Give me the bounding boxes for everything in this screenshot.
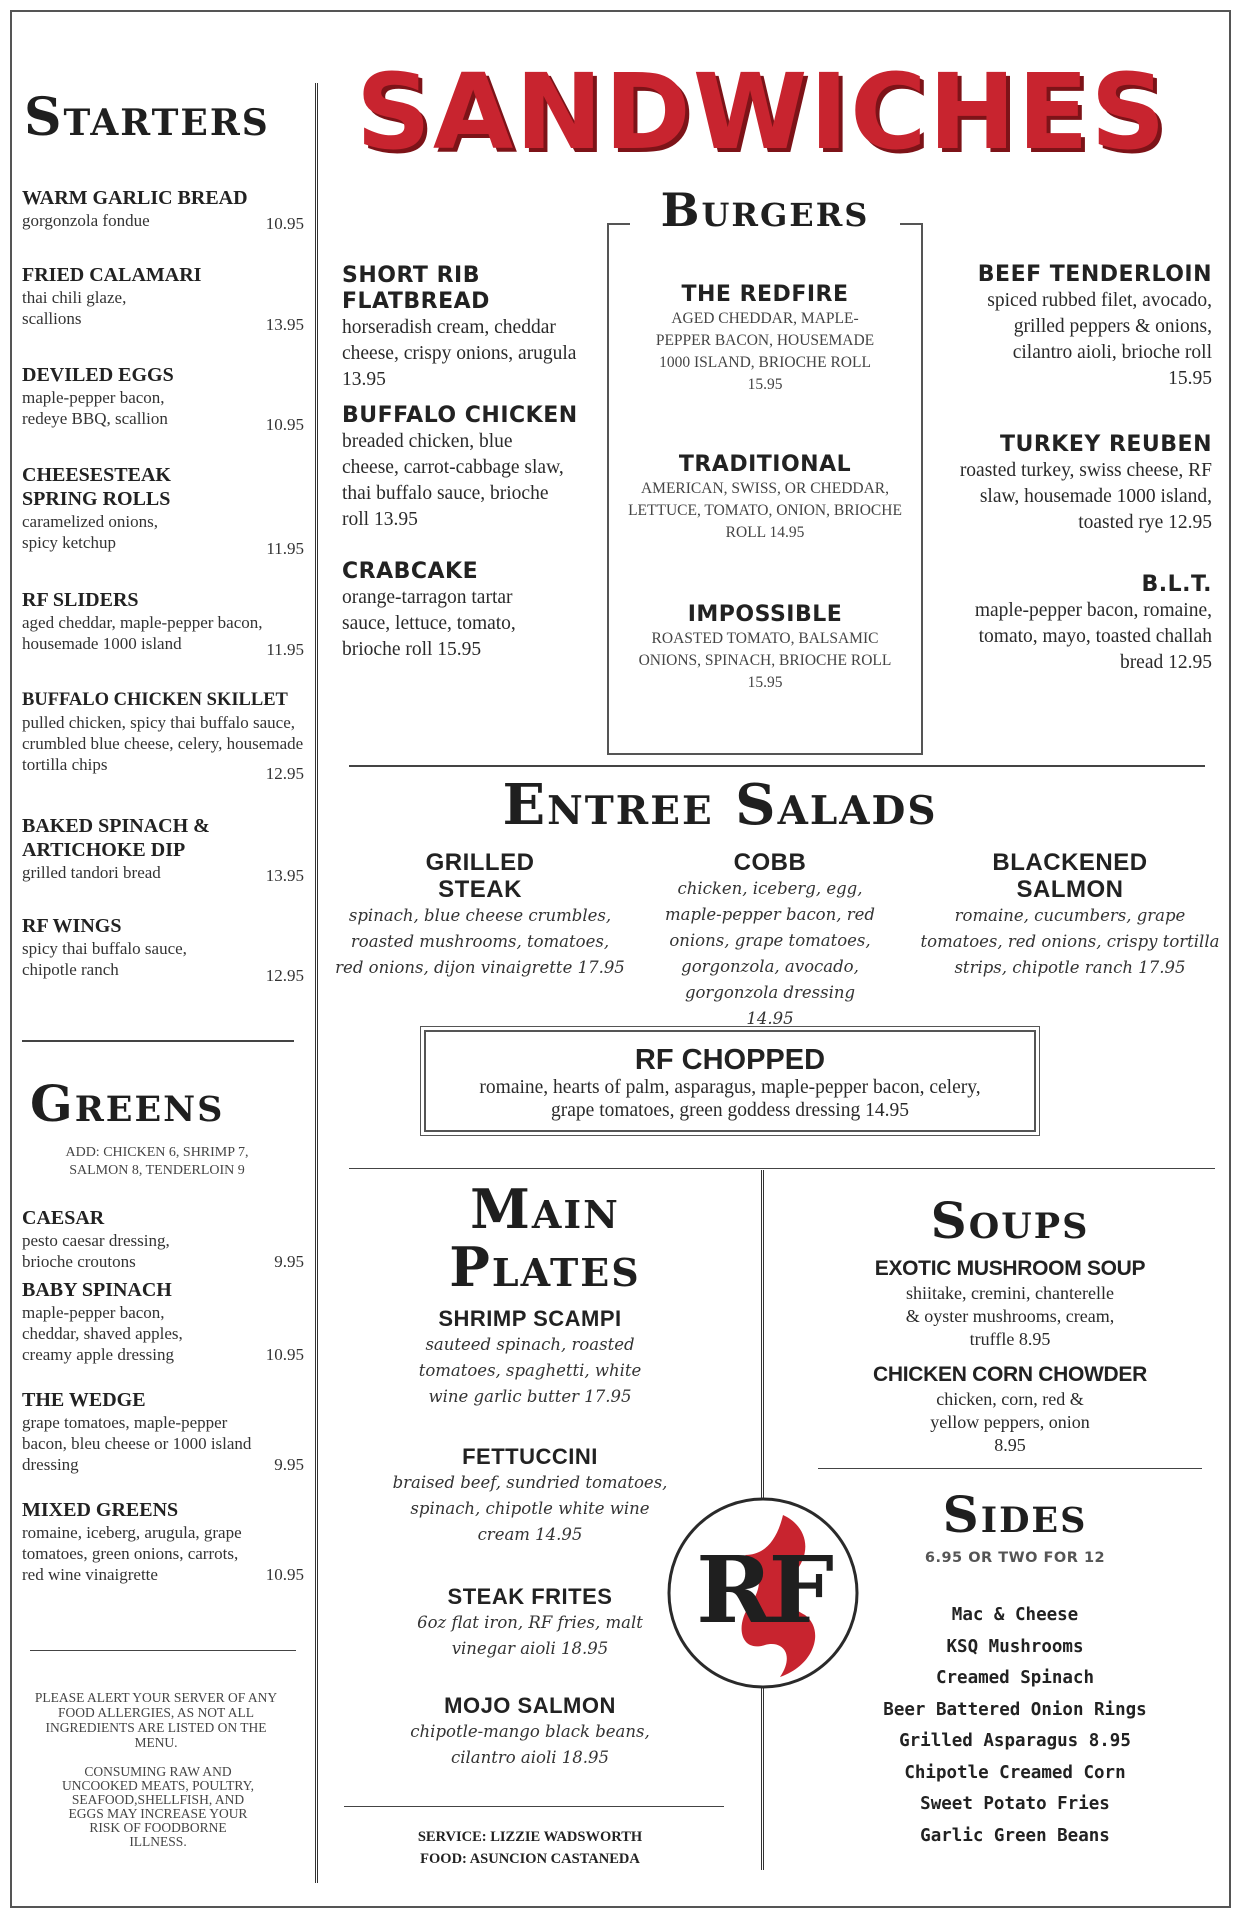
sandwich-item bbox=[940, 262, 1212, 432]
main-plate-item bbox=[385, 1306, 675, 1444]
item-desc: chipotle-mango black beans, cilantro aioli 18.95 bbox=[410, 1722, 650, 1767]
item-name: FETTUCCINI bbox=[462, 1444, 598, 1469]
item-name: THE WEDGE bbox=[22, 1389, 146, 1411]
item-price: 9.95 bbox=[274, 1455, 304, 1474]
item-name: BABY SPINACH bbox=[22, 1279, 172, 1301]
greens-item bbox=[22, 1278, 304, 1388]
burgers-list bbox=[615, 282, 915, 694]
soup-item bbox=[855, 1256, 1165, 1362]
greens-item bbox=[22, 1498, 304, 1598]
item-price: 13.95 bbox=[265, 315, 304, 334]
side-item: Beer Battered Onion Rings bbox=[883, 1699, 1147, 1720]
item-desc: thai chili glaze, scallions bbox=[22, 288, 127, 328]
item-name: IMPOSSIBLE bbox=[687, 602, 843, 627]
item-desc: chicken, iceberg, egg, maple-pepper bacon, red onions, grape tomatoes, gorgonzola, avocado, gorgonzola dressing 14.95 bbox=[665, 879, 875, 1028]
item-price: 10.95 bbox=[265, 1565, 304, 1584]
item-desc: shiitake, cremini, chanterelle & oyster mushrooms, cream, truffle 8.95 bbox=[905, 1283, 1115, 1349]
sides-list bbox=[855, 1600, 1175, 1852]
item-desc: ROASTED TOMATO, BALSAMIC ONIONS, SPINACH, BRIOCHE ROLL 15.95 bbox=[638, 630, 892, 691]
item-desc: AGED CHEDDAR, MAPLE-PEPPER BACON, HOUSEMADE 1000 ISLAND, BRIOCHE ROLL 15.95 bbox=[655, 310, 875, 393]
item-desc: braised beef, sundried tomatoes, spinach, chipotle white wine cream 14.95 bbox=[392, 1473, 668, 1544]
item-desc: grilled tandori bread bbox=[22, 863, 161, 882]
starter-item bbox=[22, 914, 304, 994]
credits bbox=[380, 1826, 680, 1870]
starter-item bbox=[22, 263, 304, 363]
item-desc: spiced rubbed filet, avocado, grilled peppers & onions, cilantro aioli, brioche roll 15.95 bbox=[987, 290, 1212, 389]
item-price: 12.95 bbox=[265, 966, 304, 985]
starter-item bbox=[22, 186, 304, 263]
item-name: GRILLED STEAK bbox=[425, 849, 535, 903]
item-desc: pulled chicken, spicy thai buffalo sauce, crumbled blue cheese, celery, housemade tortilla chips bbox=[22, 713, 304, 774]
soup-item bbox=[855, 1362, 1165, 1457]
starters-list bbox=[22, 186, 304, 994]
item-price: 10.95 bbox=[265, 214, 304, 233]
soups-divider bbox=[818, 1468, 1202, 1469]
side-item: Mac & Cheese bbox=[951, 1605, 1079, 1625]
starter-item bbox=[22, 363, 304, 463]
item-price: 10.95 bbox=[265, 415, 304, 434]
sandwich-item bbox=[940, 572, 1212, 676]
side-item: KSQ Mushrooms bbox=[946, 1636, 1084, 1657]
side-item: Garlic Green Beans bbox=[920, 1825, 1110, 1846]
item-desc: AMERICAN, SWISS, OR CHEDDAR, LETTUCE, TOMATO, ONION, BRIOCHE ROLL 14.95 bbox=[628, 480, 902, 541]
item-desc: grape tomatoes, maple-pepper bacon, bleu cheese or 1000 island dressing bbox=[22, 1413, 252, 1474]
sandwich-item bbox=[342, 559, 582, 663]
greens-add-line: SALMON 8, TENDERLOIN 9 bbox=[69, 1163, 245, 1178]
item-desc: breaded chicken, blue cheese, carrot-cabbage slaw, thai buffalo sauce, brioche roll 13.95 bbox=[342, 431, 564, 530]
item-name: STEAK FRITES bbox=[447, 1584, 613, 1609]
item-price: 11.95 bbox=[266, 640, 304, 659]
sandwiches-left-list bbox=[342, 263, 582, 663]
item-desc: sauteed spinach, roasted tomatoes, spaghetti, white wine garlic butter 17.95 bbox=[418, 1335, 642, 1406]
sides-subtitle: 6.95 OR TWO FOR 12 bbox=[924, 1550, 1106, 1566]
item-desc: maple-pepper bacon, romaine, tomato, mayo, toasted challah bread 12.95 bbox=[974, 600, 1212, 673]
item-name: BUFFALO CHICKEN SKILLET bbox=[22, 690, 288, 710]
item-desc: spinach, blue cheese crumbles, roasted mushrooms, tomatoes, red onions, dijon vinaigrette 17.95 bbox=[335, 906, 625, 977]
greens-item bbox=[22, 1206, 304, 1278]
soups-list bbox=[855, 1256, 1165, 1457]
starter-item bbox=[22, 814, 304, 914]
sandwiches-divider bbox=[349, 765, 1205, 767]
allergy-notice: PLEASE ALERT YOUR SERVER OF ANY FOOD ALLERGIES, AS NOT ALL INGREDIENTS ARE LISTED ON THE MENU. bbox=[34, 1690, 278, 1750]
burger-item bbox=[615, 602, 915, 694]
item-name: FRIED CALAMARI bbox=[22, 264, 202, 286]
item-name: BAKED SPINACH & ARTICHOKE DIP bbox=[22, 815, 210, 861]
starter-item bbox=[22, 463, 304, 588]
main-plate-item bbox=[385, 1693, 675, 1771]
item-name: TURKEY REUBEN bbox=[999, 432, 1212, 457]
item-desc: romaine, cucumbers, grape tomatoes, red onions, crispy tortilla strips, chipotle ranch 17.95 bbox=[920, 906, 1220, 977]
item-name: RF SLIDERS bbox=[22, 589, 139, 611]
greens-item bbox=[22, 1388, 304, 1498]
burger-item bbox=[615, 282, 915, 452]
sides-title: Sides bbox=[942, 1485, 1088, 1544]
burgers-title: Burgers bbox=[630, 183, 900, 237]
sandwiches-right-list bbox=[940, 262, 1212, 676]
main-plates-list bbox=[385, 1306, 675, 1771]
side-item: Grilled Asparagus 8.95 bbox=[899, 1731, 1131, 1751]
column-divider-left bbox=[315, 83, 318, 1883]
item-name: DEVILED EGGS bbox=[22, 364, 174, 386]
main-plate-item bbox=[385, 1444, 675, 1584]
entree-salad-item bbox=[920, 849, 1220, 981]
starters-divider bbox=[22, 1040, 294, 1042]
salads-divider bbox=[349, 1168, 1215, 1169]
raw-food-notice: CONSUMING RAW AND UNCOOKED MEATS, POULTRY, SEAFOOD,SHELLFISH, AND EGGS MAY INCREASE YOUR RISK OF FOODBORNE ILLNESS. bbox=[61, 1764, 255, 1849]
side-item: Chipotle Creamed Corn bbox=[904, 1762, 1126, 1783]
side-item: Sweet Potato Fries bbox=[920, 1794, 1110, 1814]
item-name: MOJO SALMON bbox=[444, 1693, 616, 1718]
entree-salad-item bbox=[335, 849, 625, 981]
item-desc: roasted turkey, swiss cheese, RF slaw, housemade 1000 island, toasted rye 12.95 bbox=[959, 460, 1212, 533]
rf-chopped-line: romaine, hearts of palm, asparagus, maple-pepper bacon, celery, bbox=[479, 1077, 981, 1098]
burger-item bbox=[615, 452, 915, 602]
starter-item bbox=[22, 688, 304, 814]
item-price: 11.95 bbox=[266, 539, 304, 558]
side-item: Creamed Spinach bbox=[935, 1668, 1095, 1688]
entree-salads-title: Entree Salads bbox=[502, 772, 938, 838]
item-price: 9.95 bbox=[274, 1252, 304, 1271]
item-name: B.L.T. bbox=[1141, 572, 1212, 597]
item-name: BLACKENED SALMON bbox=[992, 849, 1148, 903]
rf-logo bbox=[665, 1495, 861, 1691]
service-credit: SERVICE: LIZZIE WADSWORTH bbox=[417, 1829, 643, 1845]
item-desc: romaine, iceberg, arugula, grape tomatoes, green onions, carrots, red wine vinaigrette bbox=[22, 1523, 242, 1584]
item-name: TRADITIONAL bbox=[678, 452, 852, 477]
main-plates-title-line: Plates bbox=[449, 1235, 641, 1299]
item-name: WARM GARLIC BREAD bbox=[22, 187, 248, 209]
food-credit: FOOD: ASUNCION CASTANEDA bbox=[420, 1851, 640, 1867]
entree-salad-item bbox=[645, 849, 895, 1032]
item-desc: orange-tarragon tartar sauce, lettuce, tomato, brioche roll 15.95 bbox=[342, 587, 516, 660]
item-name: CAESAR bbox=[22, 1207, 105, 1229]
item-desc: 6oz flat iron, RF fries, malt vinegar aioli 18.95 bbox=[417, 1613, 643, 1658]
item-desc: aged cheddar, maple-pepper bacon, housemade 1000 island bbox=[22, 613, 263, 653]
item-name: CRABCAKE bbox=[342, 559, 479, 584]
item-name: CHEESESTEAK SPRING ROLLS bbox=[22, 464, 171, 510]
sandwich-item bbox=[940, 432, 1212, 572]
item-desc: maple-pepper bacon, redeye BBQ, scallion bbox=[22, 388, 168, 428]
greens-list bbox=[22, 1206, 304, 1598]
rf-chopped-name: RF CHOPPED bbox=[634, 1044, 826, 1076]
item-name: CHICKEN CORN CHOWDER bbox=[873, 1363, 1147, 1386]
main-plates-title-line: Main bbox=[470, 1177, 620, 1241]
rf-chopped-box bbox=[424, 1030, 1036, 1132]
sandwich-item bbox=[342, 263, 582, 403]
greens-divider bbox=[30, 1650, 296, 1651]
main-plates-divider bbox=[344, 1806, 724, 1807]
item-desc: horseradish cream, cheddar cheese, crispy onions, arugula 13.95 bbox=[342, 317, 577, 390]
sandwich-item bbox=[342, 403, 582, 559]
rf-chopped-line: grape tomatoes, green goddess dressing 14.95 bbox=[551, 1100, 909, 1121]
main-plate-item bbox=[385, 1584, 675, 1693]
greens-add-note bbox=[22, 1144, 292, 1180]
greens-add-line: ADD: CHICKEN 6, SHRIMP 7, bbox=[65, 1145, 249, 1160]
starters-title: Starters bbox=[24, 87, 270, 148]
item-desc: caramelized onions, spicy ketchup bbox=[22, 512, 158, 552]
item-name: BUFFALO CHICKEN bbox=[342, 403, 578, 428]
item-price: 13.95 bbox=[265, 866, 304, 885]
item-desc: maple-pepper bacon, cheddar, shaved apples, creamy apple dressing bbox=[22, 1303, 183, 1364]
item-desc: spicy thai buffalo sauce, chipotle ranch bbox=[22, 939, 187, 979]
item-price: 10.95 bbox=[265, 1345, 304, 1364]
starter-item bbox=[22, 588, 304, 688]
main-plates-title bbox=[380, 1177, 710, 1299]
item-name: RF WINGS bbox=[22, 915, 122, 937]
item-desc: gorgonzola fondue bbox=[22, 211, 150, 230]
item-name: EXOTIC MUSHROOM SOUP bbox=[874, 1257, 1146, 1280]
greens-title: Greens bbox=[30, 1074, 225, 1133]
item-desc: chicken, corn, red & yellow peppers, onion 8.95 bbox=[930, 1389, 1090, 1455]
item-name: THE REDFIRE bbox=[681, 282, 849, 307]
item-name: BEEF TENDERLOIN bbox=[977, 262, 1212, 287]
item-name: MIXED GREENS bbox=[22, 1499, 179, 1521]
item-name: SHORT RIB FLATBREAD bbox=[342, 263, 490, 314]
sandwiches-title: SANDWICHES bbox=[356, 51, 1168, 173]
item-name: SHRIMP SCAMPI bbox=[438, 1306, 622, 1331]
soups-title: Soups bbox=[930, 1191, 1090, 1250]
item-desc: pesto caesar dressing, brioche croutons bbox=[22, 1231, 170, 1271]
rf-logo-text: RF bbox=[696, 1536, 830, 1644]
item-name: COBB bbox=[733, 849, 807, 876]
item-price: 12.95 bbox=[265, 764, 304, 783]
